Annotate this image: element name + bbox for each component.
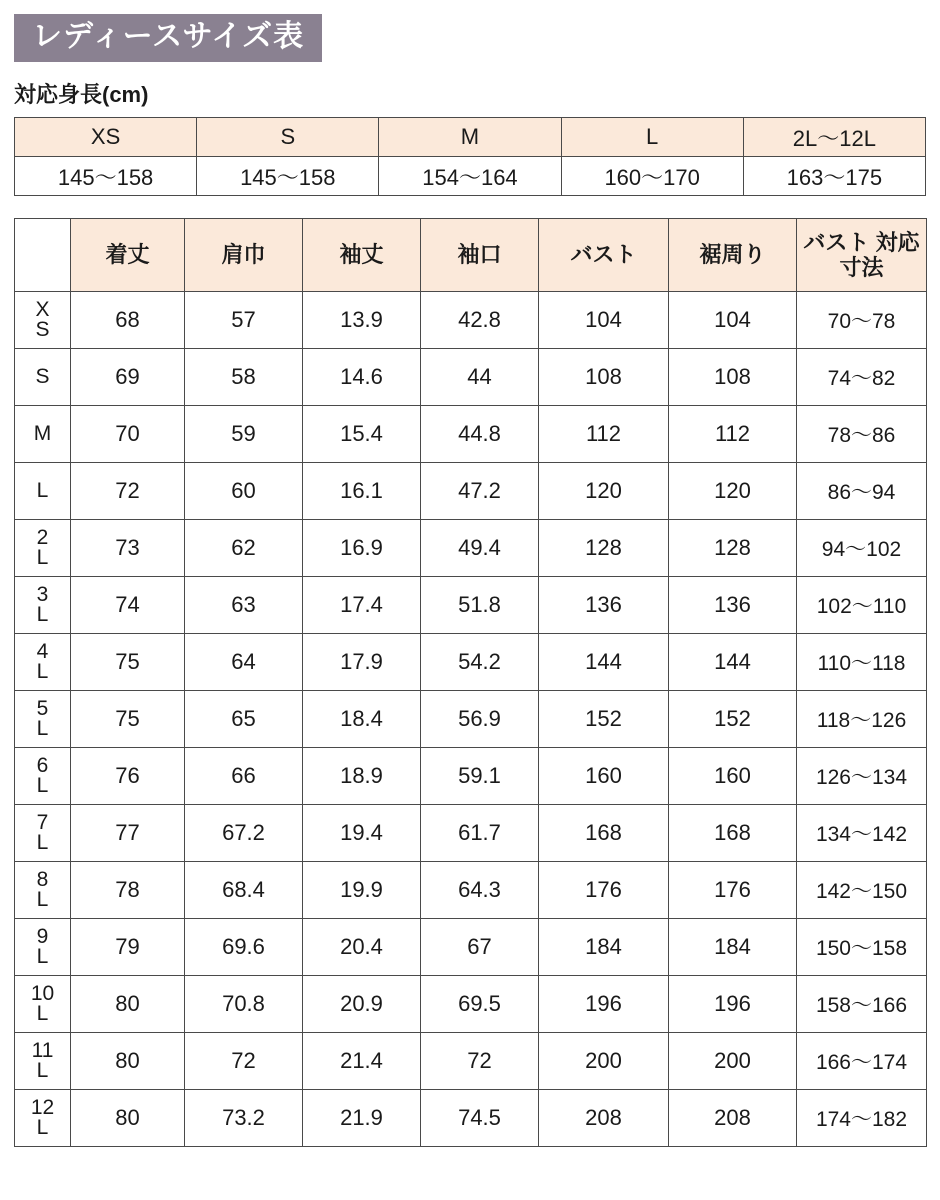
cell-susomawari: 128 xyxy=(669,520,797,577)
column-header-bust-fit-line1: バスト xyxy=(803,229,870,255)
cell-susomawari: 144 xyxy=(669,634,797,691)
cell-sodeguchi: 74.5 xyxy=(421,1090,539,1147)
cell-sodeguchi: 47.2 xyxy=(421,463,539,520)
table-row xyxy=(15,1090,927,1147)
cell-kitake: 69 xyxy=(71,349,185,406)
column-header-bust: バスト xyxy=(539,219,669,292)
cell-katahaba: 62 xyxy=(185,520,303,577)
cell-bust-fit: 142〜150 xyxy=(797,862,927,919)
cell-sodeguchi: 44 xyxy=(421,349,539,406)
cell-sodetake: 20.9 xyxy=(303,976,421,1033)
cell-bust: 168 xyxy=(539,805,669,862)
row-label-11l xyxy=(15,1033,71,1090)
cell-bust: 144 xyxy=(539,634,669,691)
cell-bust-fit: 94〜102 xyxy=(797,520,927,577)
cell-sodeguchi: 69.5 xyxy=(421,976,539,1033)
row-label-line2: L xyxy=(36,888,49,911)
table-row xyxy=(15,919,927,976)
cell-bust-fit: 166〜174 xyxy=(797,1033,927,1090)
height-table-value-row xyxy=(15,157,926,196)
cell-susomawari: 112 xyxy=(669,406,797,463)
cell-kitake: 74 xyxy=(71,577,185,634)
cell-bust: 196 xyxy=(539,976,669,1033)
height-size-2l-12l: 2L〜12L xyxy=(743,118,925,157)
cell-sodetake: 18.4 xyxy=(303,691,421,748)
row-label-line1: S xyxy=(35,365,50,389)
cell-kitake: 76 xyxy=(71,748,185,805)
row-label-line1: 4 xyxy=(36,640,49,664)
height-range-table xyxy=(14,117,926,196)
page-title: レディースサイズ表 xyxy=(14,14,322,62)
table-row xyxy=(15,1033,927,1090)
table-row xyxy=(15,463,927,520)
cell-kitake: 75 xyxy=(71,691,185,748)
column-header-bust-fit-line2: 対応寸法 xyxy=(839,229,920,280)
row-label-10l xyxy=(15,976,71,1033)
cell-bust: 200 xyxy=(539,1033,669,1090)
table-row xyxy=(15,805,927,862)
cell-sodetake: 21.4 xyxy=(303,1033,421,1090)
cell-kitake: 68 xyxy=(71,292,185,349)
column-header-bust-fit xyxy=(797,219,927,292)
cell-katahaba: 67.2 xyxy=(185,805,303,862)
cell-sodetake: 16.1 xyxy=(303,463,421,520)
cell-bust: 120 xyxy=(539,463,669,520)
row-label-line1: 2 xyxy=(36,526,49,550)
row-label-line2: L xyxy=(36,831,49,854)
cell-bust: 184 xyxy=(539,919,669,976)
cell-bust-fit: 74〜82 xyxy=(797,349,927,406)
row-label-2l xyxy=(15,520,71,577)
row-label-l xyxy=(15,463,71,520)
cell-sodetake: 16.9 xyxy=(303,520,421,577)
cell-katahaba: 72 xyxy=(185,1033,303,1090)
table-row xyxy=(15,691,927,748)
row-label-xs xyxy=(15,292,71,349)
cell-bust-fit: 126〜134 xyxy=(797,748,927,805)
cell-bust-fit: 70〜78 xyxy=(797,292,927,349)
cell-kitake: 80 xyxy=(71,1090,185,1147)
cell-katahaba: 57 xyxy=(185,292,303,349)
cell-bust: 112 xyxy=(539,406,669,463)
row-label-line1: 12 xyxy=(30,1096,55,1120)
cell-kitake: 80 xyxy=(71,976,185,1033)
height-size-xs: XS xyxy=(15,118,197,157)
cell-susomawari: 200 xyxy=(669,1033,797,1090)
height-table-header-row xyxy=(15,118,926,157)
table-row xyxy=(15,862,927,919)
cell-sodetake: 14.6 xyxy=(303,349,421,406)
row-label-line1: X xyxy=(35,298,50,322)
cell-bust-fit: 78〜86 xyxy=(797,406,927,463)
height-range-l: 160〜170 xyxy=(561,157,743,196)
cell-bust: 208 xyxy=(539,1090,669,1147)
row-label-3l xyxy=(15,577,71,634)
cell-susomawari: 168 xyxy=(669,805,797,862)
row-label-5l xyxy=(15,691,71,748)
cell-susomawari: 120 xyxy=(669,463,797,520)
measurement-section xyxy=(14,218,926,1147)
height-size-s: S xyxy=(197,118,379,157)
row-label-8l xyxy=(15,862,71,919)
measurement-body xyxy=(15,292,927,1147)
cell-sodeguchi: 61.7 xyxy=(421,805,539,862)
height-size-l: L xyxy=(561,118,743,157)
height-range-m: 154〜164 xyxy=(379,157,561,196)
cell-susomawari: 108 xyxy=(669,349,797,406)
column-header-katahaba: 肩巾 xyxy=(185,219,303,292)
cell-sodetake: 18.9 xyxy=(303,748,421,805)
row-label-7l xyxy=(15,805,71,862)
cell-bust-fit: 150〜158 xyxy=(797,919,927,976)
cell-sodeguchi: 54.2 xyxy=(421,634,539,691)
row-label-line1: L xyxy=(36,479,49,503)
table-row xyxy=(15,748,927,805)
cell-katahaba: 59 xyxy=(185,406,303,463)
height-range-xs: 145〜158 xyxy=(15,157,197,196)
row-label-12l xyxy=(15,1090,71,1147)
cell-bust: 104 xyxy=(539,292,669,349)
row-label-line2: L xyxy=(36,660,49,683)
height-size-m: M xyxy=(379,118,561,157)
row-label-line2: S xyxy=(35,318,50,341)
cell-sodetake: 17.9 xyxy=(303,634,421,691)
cell-sodetake: 19.4 xyxy=(303,805,421,862)
measurement-table xyxy=(14,218,927,1147)
cell-bust-fit: 174〜182 xyxy=(797,1090,927,1147)
cell-bust: 160 xyxy=(539,748,669,805)
row-label-m xyxy=(15,406,71,463)
table-row xyxy=(15,976,927,1033)
cell-kitake: 72 xyxy=(71,463,185,520)
row-label-4l xyxy=(15,634,71,691)
height-range-2l-12l: 163〜175 xyxy=(743,157,925,196)
row-label-line2: L xyxy=(36,945,49,968)
cell-susomawari: 184 xyxy=(669,919,797,976)
cell-kitake: 73 xyxy=(71,520,185,577)
cell-sodeguchi: 51.8 xyxy=(421,577,539,634)
row-label-s xyxy=(15,349,71,406)
cell-bust-fit: 110〜118 xyxy=(797,634,927,691)
cell-bust: 128 xyxy=(539,520,669,577)
cell-sodeguchi: 44.8 xyxy=(421,406,539,463)
cell-bust: 152 xyxy=(539,691,669,748)
cell-sodeguchi: 67 xyxy=(421,919,539,976)
measurement-header-row xyxy=(15,219,927,292)
cell-sodetake: 13.9 xyxy=(303,292,421,349)
table-row xyxy=(15,634,927,691)
row-label-line2: L xyxy=(36,774,49,797)
cell-sodeguchi: 49.4 xyxy=(421,520,539,577)
row-label-line2: L xyxy=(36,1002,49,1025)
cell-bust-fit: 134〜142 xyxy=(797,805,927,862)
column-header-susomawari: 裾周り xyxy=(669,219,797,292)
cell-sodeguchi: 64.3 xyxy=(421,862,539,919)
cell-katahaba: 65 xyxy=(185,691,303,748)
cell-katahaba: 64 xyxy=(185,634,303,691)
cell-susomawari: 196 xyxy=(669,976,797,1033)
cell-susomawari: 208 xyxy=(669,1090,797,1147)
cell-bust: 136 xyxy=(539,577,669,634)
column-header-sodetake: 袖丈 xyxy=(303,219,421,292)
row-label-line1: 3 xyxy=(36,583,49,607)
cell-sodeguchi: 42.8 xyxy=(421,292,539,349)
cell-susomawari: 160 xyxy=(669,748,797,805)
cell-bust-fit: 102〜110 xyxy=(797,577,927,634)
row-label-line1: 6 xyxy=(36,754,49,778)
cell-susomawari: 104 xyxy=(669,292,797,349)
cell-sodetake: 15.4 xyxy=(303,406,421,463)
height-range-s: 145〜158 xyxy=(197,157,379,196)
row-label-line1: 9 xyxy=(36,925,49,949)
cell-sodetake: 19.9 xyxy=(303,862,421,919)
row-label-line2: L xyxy=(36,1116,49,1139)
cell-bust-fit: 118〜126 xyxy=(797,691,927,748)
cell-sodeguchi: 56.9 xyxy=(421,691,539,748)
cell-katahaba: 60 xyxy=(185,463,303,520)
cell-kitake: 70 xyxy=(71,406,185,463)
cell-susomawari: 152 xyxy=(669,691,797,748)
cell-katahaba: 66 xyxy=(185,748,303,805)
cell-katahaba: 68.4 xyxy=(185,862,303,919)
cell-katahaba: 63 xyxy=(185,577,303,634)
table-row xyxy=(15,349,927,406)
row-label-line2: L xyxy=(36,603,49,626)
row-label-6l xyxy=(15,748,71,805)
height-section-label: 対応身長(cm) xyxy=(14,82,149,107)
row-label-9l xyxy=(15,919,71,976)
row-label-line2: L xyxy=(36,1059,49,1082)
cell-katahaba: 73.2 xyxy=(185,1090,303,1147)
cell-katahaba: 69.6 xyxy=(185,919,303,976)
table-row xyxy=(15,520,927,577)
cell-bust-fit: 158〜166 xyxy=(797,976,927,1033)
row-label-line1: 10 xyxy=(30,982,55,1006)
cell-katahaba: 70.8 xyxy=(185,976,303,1033)
row-label-line2: L xyxy=(36,717,49,740)
cell-kitake: 77 xyxy=(71,805,185,862)
cell-kitake: 80 xyxy=(71,1033,185,1090)
row-label-line1: 7 xyxy=(36,811,49,835)
column-header-sodeguchi: 袖口 xyxy=(421,219,539,292)
table-row xyxy=(15,577,927,634)
table-row xyxy=(15,292,927,349)
column-header-kitake: 着丈 xyxy=(71,219,185,292)
row-label-line1: 8 xyxy=(36,868,49,892)
row-label-line1: M xyxy=(33,422,52,446)
cell-susomawari: 176 xyxy=(669,862,797,919)
cell-kitake: 75 xyxy=(71,634,185,691)
cell-bust-fit: 86〜94 xyxy=(797,463,927,520)
cell-sodetake: 20.4 xyxy=(303,919,421,976)
row-label-line2: L xyxy=(36,546,49,569)
cell-katahaba: 58 xyxy=(185,349,303,406)
row-label-line1: 11 xyxy=(31,1039,54,1063)
row-label-line1: 5 xyxy=(36,697,49,721)
cell-kitake: 78 xyxy=(71,862,185,919)
cell-bust: 108 xyxy=(539,349,669,406)
cell-sodeguchi: 72 xyxy=(421,1033,539,1090)
cell-sodetake: 17.4 xyxy=(303,577,421,634)
cell-bust: 176 xyxy=(539,862,669,919)
cell-sodetake: 21.9 xyxy=(303,1090,421,1147)
cell-kitake: 79 xyxy=(71,919,185,976)
cell-susomawari: 136 xyxy=(669,577,797,634)
cell-sodeguchi: 59.1 xyxy=(421,748,539,805)
table-corner-cell xyxy=(15,219,71,292)
table-row xyxy=(15,406,927,463)
